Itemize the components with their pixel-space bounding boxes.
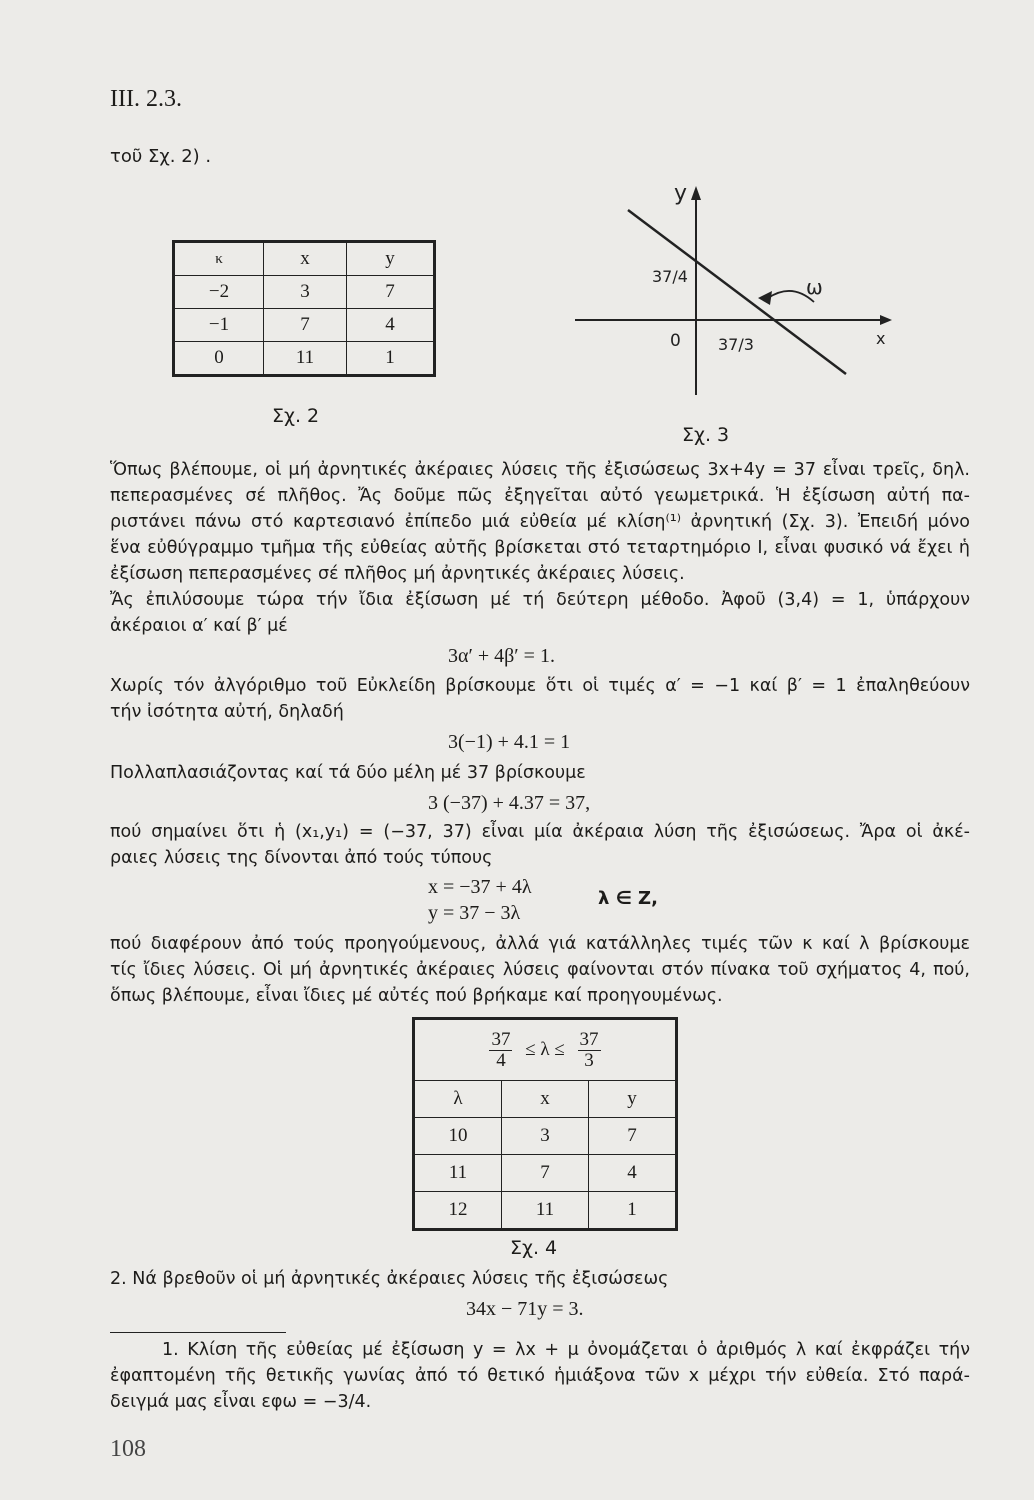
section-number: III. 2.3. (110, 86, 182, 112)
intro-text: τοῦ Σχ. 2) . (110, 146, 212, 167)
p5-line-1: πού σημαίνει ὅτι ἡ (x₁,y₁) = (−37, 37) εἶναι μία ἀκέραια λύση τῆς ἐξισώσεως. Ἄρα οἱ ἀκέ- (110, 822, 970, 842)
range-row (414, 1019, 677, 1081)
p1-line-3: ριστάνει πάνω στό καρτεσιανό ἐπίπεδο μιά εὐθεία μέ κλίση⁽¹⁾ ἀρνητική (Σχ. 3). Ἐπειδή μόνο (110, 512, 970, 532)
cell: 1 (589, 1192, 677, 1230)
caption-fig3: Σχ. 3 (682, 424, 730, 446)
p5-line-2: ραιες λύσεις της δίνονται ἀπό τούς τύπους (110, 848, 493, 868)
p2-line-1: Ἄς ἐπιλύσουμε τώρα τήν ἴδια ἐξίσωση μέ τή δεύτερη μέθοδο. Ἀφοῦ (3,4) = 1, ὑπάρχουν (110, 590, 970, 610)
p4-line: Πολλαπλασιάζοντας καί τά δύο μέλη μέ 37 βρίσκουμε (110, 763, 586, 783)
p3-line-2: τήν ἰσότητα αὐτή, δηλαδή (110, 702, 344, 722)
cell: 3 (264, 276, 347, 309)
p6-line-1: πού διαφέρουν ἀπό τούς προηγούμενους, ἀλλά γιά κατάλληλες τιμές τῶν κ καί λ βρίσκουμε (110, 934, 970, 954)
cell: 10 (414, 1118, 502, 1155)
p6-line-3: ὅπως βλέπουμε, εἶναι ἴδιες μέ αὐτές πού βρήκαμε καί προηγουμένως. (110, 986, 723, 1006)
table-row (174, 309, 435, 342)
header-x: x (264, 242, 347, 276)
equation-4a: x = −37 + 4λ (428, 876, 532, 898)
angle-label: ω (806, 275, 823, 299)
cell: 12 (414, 1192, 502, 1230)
cell: 7 (589, 1118, 677, 1155)
footnote-line-2: ἐφαπτομένη τῆς θετικῆς γωνίας ἀπό τό θετικό ἡμιάξονα τῶν x μέχρι τήν εὐθεία. Στό παρά- (110, 1366, 970, 1386)
cell: 7 (502, 1155, 589, 1192)
exercise-text: 2. Νά βρεθοῦν οἱ μή ἀρνητικές ἀκέραιες λύσεις τῆς ἐξισώσεως (110, 1269, 669, 1289)
lower-bound: $\frac{37}{4}$ (491, 1028, 511, 1071)
y-axis-arrow (691, 186, 701, 200)
p1-line-1: Ὅπως βλέπουμε, οἱ μή ἀρνητικές ἀκέραιες λύσεις τῆς ἐξισώσεως 3x+4y = 37 εἶναι τρεῖς, δηλ. (110, 460, 970, 480)
figure3-graph (570, 170, 910, 410)
x-axis-label: x (876, 329, 886, 348)
footnote-line-1: 1. Κλίση τῆς εὐθείας μέ ἐξίσωση y = λx + μ ὀνομάζεται ὁ ἀριθμός λ καί ἐκφράζει τήν (162, 1340, 970, 1360)
table-header-row (414, 1081, 677, 1118)
p3-line-1: Χωρίς τόν ἀλγόριθμο τοῦ Εὐκλείδη βρίσκουμε ὅτι οἱ τιμές α′ = −1 καί β′ = 1 ἐπαληθεύουν (110, 676, 970, 696)
table-row (174, 276, 435, 309)
p2-line-2: ἀκέραιοι α′ καί β′ μέ (110, 616, 288, 636)
page-number: 108 (110, 1436, 146, 1462)
angle-arrow (758, 291, 772, 305)
cell: 11 (502, 1192, 589, 1230)
p6-line-2: τίς ἴδιες λύσεις. Οἱ μή ἀρνητικές ἀκέραιες λύσεις φαίνονται στόν πίνακα τοῦ σχήματος 4, πού, (110, 960, 970, 980)
equation-3: 3 (−37) + 4.37 = 37, (428, 792, 591, 814)
footnote-rule (110, 1332, 286, 1333)
equation-2: 3(−1) + 4.1 = 1 (448, 731, 571, 753)
cell: 1 (347, 342, 435, 376)
x-axis-arrow (880, 315, 892, 325)
equation-4b: y = 37 − 3λ (428, 902, 521, 924)
header-y: y (347, 242, 435, 276)
cell: 7 (264, 309, 347, 342)
cell: 3 (502, 1118, 589, 1155)
table-row (414, 1155, 677, 1192)
x-intercept-label: 37/3 (718, 335, 754, 354)
origin-label: 0 (670, 331, 681, 351)
cell: 7 (347, 276, 435, 309)
caption-fig4: Σχ. 4 (510, 1237, 558, 1259)
exercise-equation: 34x − 71y = 3. (466, 1298, 584, 1320)
upper-bound: $\frac{37}{3}$ (579, 1028, 599, 1071)
header-y: y (589, 1081, 677, 1118)
p1-line-5: ἐξίσωση πεπερασμένες σέ πλῆθος μή ἀρνητικές ἀκέραιες λύσεις. (110, 564, 685, 584)
cell: 4 (589, 1155, 677, 1192)
header-lambda: λ (414, 1081, 502, 1118)
table-row (174, 342, 435, 376)
y-axis-label: y (674, 181, 688, 206)
table-header-row (174, 242, 435, 276)
range-relation: ≤ λ ≤ (525, 1039, 565, 1060)
caption-fig2: Σχ. 2 (272, 405, 320, 427)
table-fig2 (172, 240, 436, 377)
table-row (414, 1118, 677, 1155)
table-row (414, 1192, 677, 1230)
p1-line-2: πεπερασμένες σέ πλῆθος. Ἄς δοῦμε πῶς ἐξηγεῖται αὐτό γεωμετρικά. Ἡ ἐξίσωση αὐτή πα- (110, 486, 970, 506)
table-fig4 (412, 1017, 678, 1231)
equation-1: 3α′ + 4β′ = 1. (448, 645, 555, 667)
cell: 4 (347, 309, 435, 342)
cell: 11 (264, 342, 347, 376)
cell: 11 (414, 1155, 502, 1192)
cell: −2 (174, 276, 264, 309)
cell: 0 (174, 342, 264, 376)
range-cell (414, 1019, 677, 1081)
cell: −1 (174, 309, 264, 342)
p1-line-4: ἕνα εὐθύγραμμο τμῆμα τῆς εὐθείας αὐτῆς βρίσκεται στό τεταρτημόριο Ι, εἶναι φυσικό νά ἔχει ἡ (110, 538, 970, 558)
header-k: κ (174, 242, 264, 276)
footnote-line-3: δειγμά μας εἶναι εφω = −3/4. (110, 1392, 372, 1412)
header-x: x (502, 1081, 589, 1118)
equation-4c: λ ∈ Z, (598, 888, 658, 909)
y-intercept-label: 37/4 (652, 267, 688, 286)
